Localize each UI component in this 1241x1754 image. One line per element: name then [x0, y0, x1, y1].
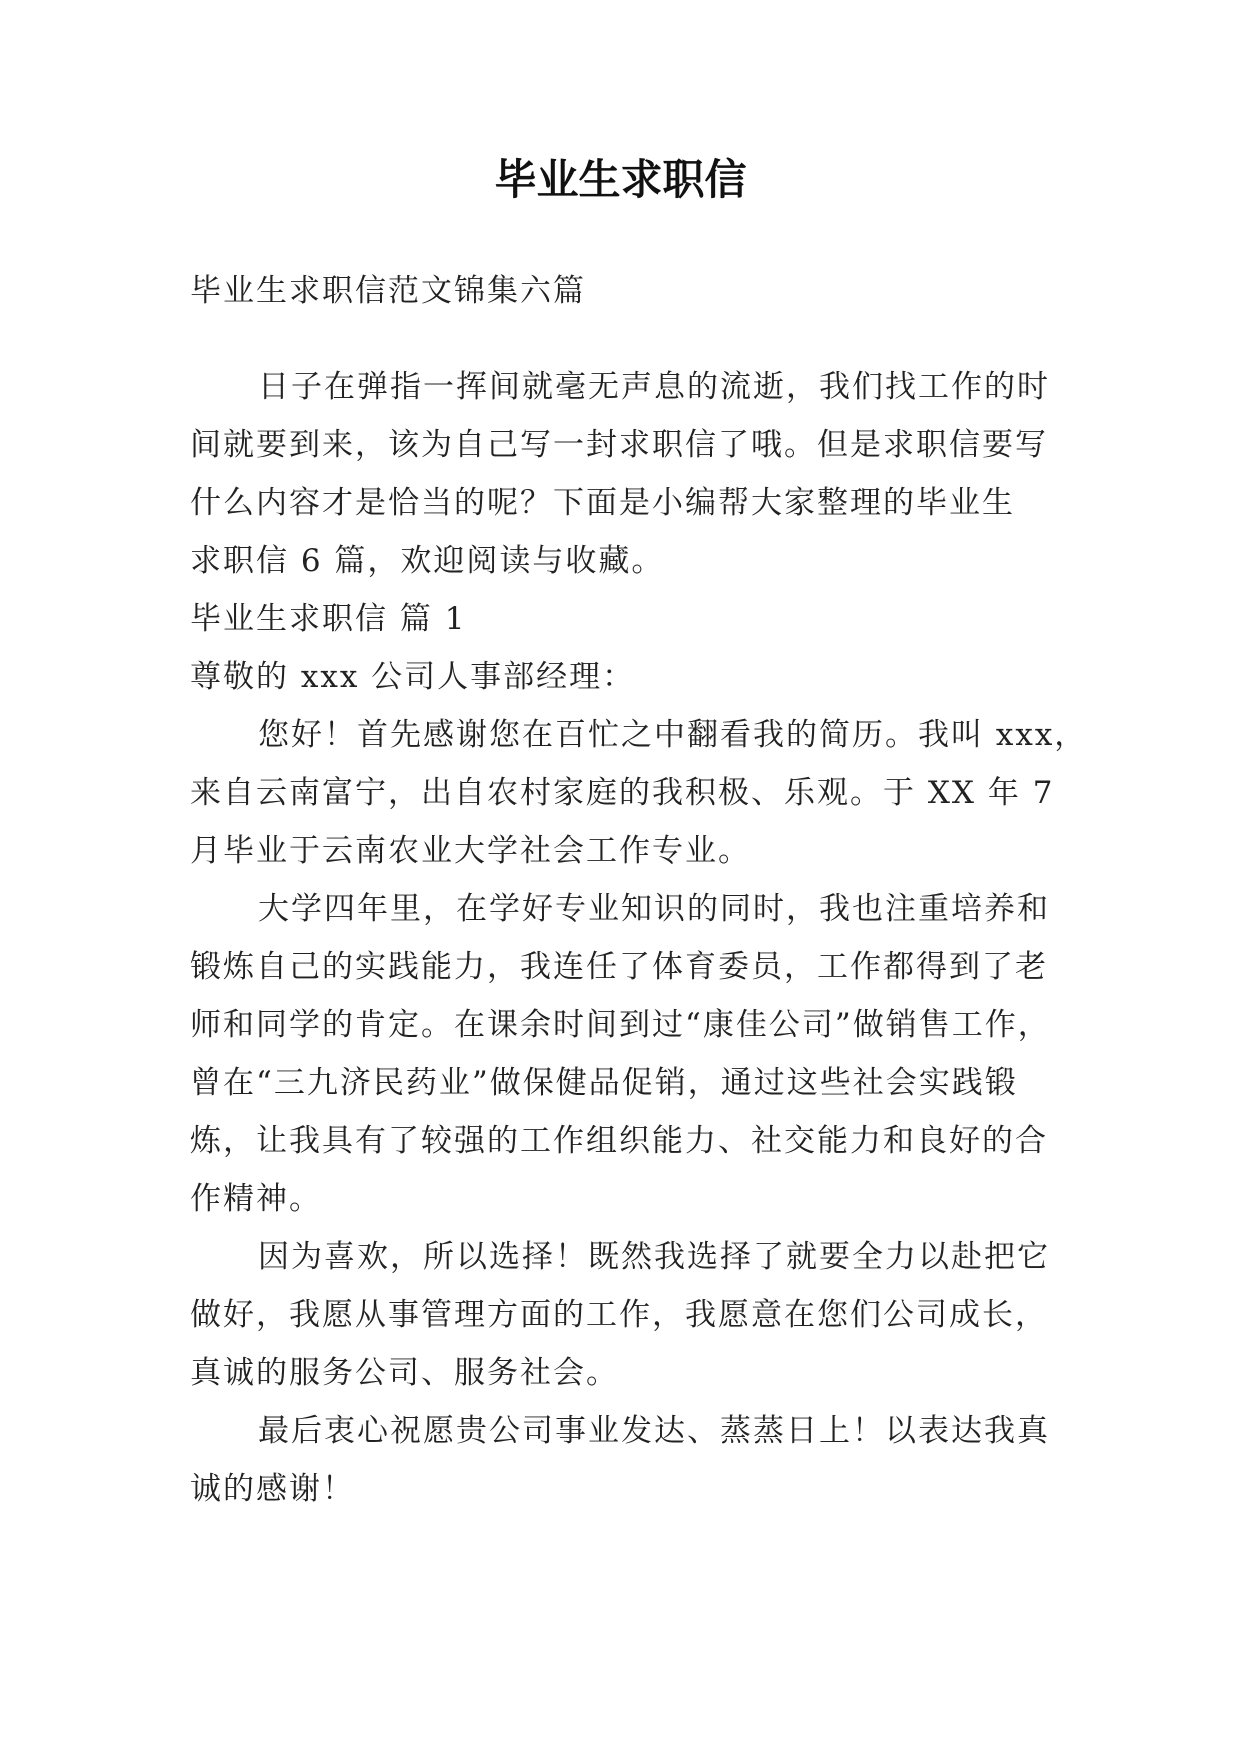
- document-title: 毕业生求职信: [494, 155, 747, 204]
- paragraph-4-line: 诚的感谢！: [190, 1471, 355, 1507]
- intro-line: 求职信 6 篇，欢迎阅读与收藏。: [190, 543, 665, 579]
- section-heading: 毕业生求职信 篇 1: [190, 601, 467, 637]
- document-subtitle: 毕业生求职信范文锦集六篇: [190, 273, 586, 309]
- salutation: 尊敬的 xxx 公司人事部经理：: [190, 659, 636, 695]
- paragraph-4-line: 最后衷心祝愿贵公司事业发达、蒸蒸日上！以表达我真: [258, 1413, 1050, 1449]
- paragraph-2-line: 锻炼自己的实践能力，我连任了体育委员，工作都得到了老: [190, 949, 1048, 985]
- paragraph-2-line: 作精神。: [190, 1181, 322, 1217]
- paragraph-3-line: 真诚的服务公司、服务社会。: [190, 1355, 619, 1391]
- paragraph-1-line: 您好！首先感谢您在百忙之中翻看我的简历。我叫 xxx，: [258, 717, 1088, 753]
- intro-paragraph: [190, 358, 1050, 590]
- paragraph-2-line: 师和同学的肯定。在课余时间到过“康佳公司”做销售工作，: [190, 1007, 1051, 1043]
- intro-line: 什么内容才是恰当的呢？下面是小编帮大家整理的毕业生: [190, 485, 1015, 521]
- paragraph-3-line: 因为喜欢，所以选择！既然我选择了就要全力以赴把它: [258, 1239, 1050, 1275]
- letter-body: [190, 590, 1088, 1518]
- paragraph-2-line: 曾在“三九济民药业”做保健品促销，通过这些社会实践锻: [190, 1065, 1018, 1101]
- paragraph-3-line: 做好，我愿从事管理方面的工作，我愿意在您们公司成长，: [190, 1297, 1048, 1333]
- paragraph-2-line: 炼，让我具有了较强的工作组织能力、社交能力和良好的合: [190, 1123, 1048, 1159]
- paragraph-1-line: 来自云南富宁，出自农村家庭的我积极、乐观。于 XX 年 7: [190, 775, 1055, 811]
- paragraph-2-line: 大学四年里，在学好专业知识的同时，我也注重培养和: [258, 891, 1050, 927]
- document-subtitle-block: [190, 262, 1050, 320]
- intro-line: 间就要到来，该为自己写一封求职信了哦。但是求职信要写: [190, 427, 1048, 463]
- intro-line: 日子在弹指一挥间就毫无声息的流逝，我们找工作的时: [258, 369, 1050, 405]
- paragraph-1-line: 月毕业于云南农业大学社会工作专业。: [190, 833, 751, 869]
